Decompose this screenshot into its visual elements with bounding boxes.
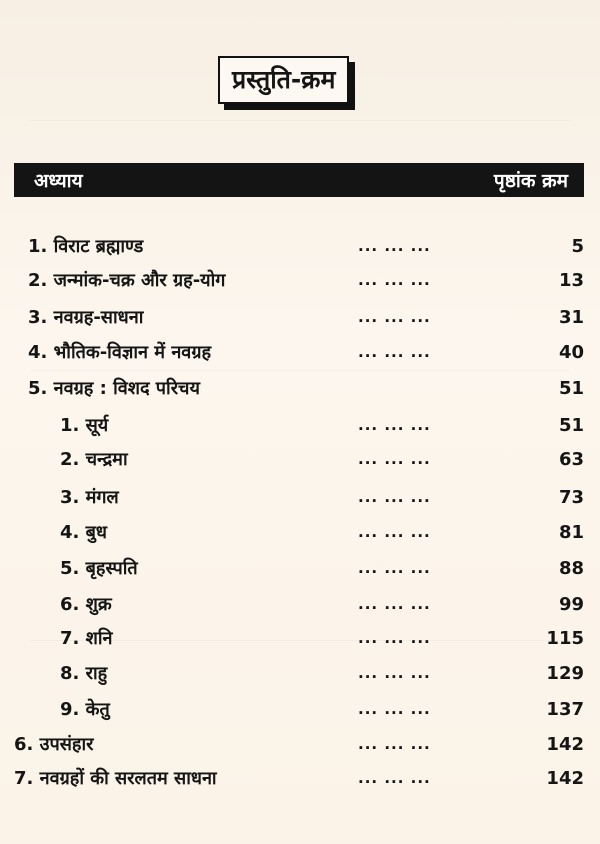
toc-entry-label: 5. बृहस्पति bbox=[60, 558, 138, 579]
leader-dots: ... ... ... bbox=[358, 595, 431, 613]
toc-entry-label: 9. केतु bbox=[60, 699, 110, 720]
toc-entry-label: 8. राहु bbox=[60, 663, 108, 684]
toc-row[interactable] bbox=[28, 231, 584, 261]
toc-entry-label: 6. उपसंहार bbox=[14, 734, 94, 755]
page-number: 81 bbox=[558, 521, 584, 543]
leader-dots: ... ... ... bbox=[358, 629, 431, 647]
page-title: प्रस्तुति-क्रम bbox=[218, 56, 349, 104]
toc-subrow[interactable] bbox=[60, 517, 584, 547]
leader-dots: ... ... ... bbox=[358, 700, 431, 718]
bleed-through-line bbox=[30, 120, 570, 133]
leader-dots: ... ... ... bbox=[358, 559, 431, 577]
page-number: 142 bbox=[546, 733, 584, 755]
leader-dots: ... ... ... bbox=[358, 664, 431, 682]
toc-entry-label: 1. सूर्य bbox=[60, 415, 109, 436]
leader-dots: ... ... ... bbox=[358, 488, 431, 506]
leader-dots: ... ... ... bbox=[358, 523, 431, 541]
toc-subrow[interactable] bbox=[60, 694, 584, 724]
toc-entry-label: 6. शुक्र bbox=[60, 594, 112, 615]
leader-dots: ... ... ... bbox=[358, 416, 431, 434]
page-number: 51 bbox=[558, 414, 584, 436]
toc-entry-label: 3. मंगल bbox=[60, 487, 119, 508]
toc-row[interactable] bbox=[28, 373, 584, 403]
page-number: 31 bbox=[558, 306, 584, 328]
leader-dots: ... ... ... bbox=[358, 271, 431, 289]
toc-row[interactable] bbox=[28, 337, 584, 367]
leader-dots: ... ... ... bbox=[358, 343, 431, 361]
leader-dots: ... ... ... bbox=[358, 769, 431, 787]
page-number: 115 bbox=[546, 627, 584, 649]
page-number: 88 bbox=[558, 557, 584, 579]
toc-entry-label: 2. जन्मांक-चक्र और ग्रह-योग bbox=[28, 270, 226, 291]
toc-entry-label: 5. नवग्रह : विशद परिचय bbox=[28, 378, 200, 399]
toc-row[interactable] bbox=[28, 302, 584, 332]
toc-entry-label: 4. बुध bbox=[60, 522, 107, 543]
page-number: 137 bbox=[546, 698, 584, 720]
title-box bbox=[218, 56, 349, 104]
table-header bbox=[14, 163, 584, 197]
toc-subrow[interactable] bbox=[60, 482, 584, 512]
page-number: 142 bbox=[546, 767, 584, 789]
page-column-header: पृष्ठांक क्रम bbox=[493, 170, 568, 192]
leader-dots: ... ... ... bbox=[358, 735, 431, 753]
leader-dots: ... ... ... bbox=[358, 308, 431, 326]
toc-entry-label: 2. चन्द्रमा bbox=[60, 449, 128, 470]
chapter-column-header: अध्याय bbox=[34, 170, 83, 192]
toc-entry-label: 7. नवग्रहों की सरलतम साधना bbox=[14, 768, 217, 789]
toc-entry-label: 3. नवग्रह-साधना bbox=[28, 307, 144, 328]
page-number: 129 bbox=[546, 662, 584, 684]
page-number: 73 bbox=[558, 486, 584, 508]
page-number: 40 bbox=[558, 341, 584, 363]
toc-subrow[interactable] bbox=[60, 658, 584, 688]
toc-row[interactable] bbox=[28, 265, 584, 295]
toc-entry-label: 7. शनि bbox=[60, 628, 113, 649]
toc-subrow[interactable] bbox=[60, 623, 584, 653]
page-number: 5 bbox=[571, 235, 584, 257]
toc-subrow[interactable] bbox=[60, 553, 584, 583]
page-number: 13 bbox=[558, 269, 584, 291]
toc-subrow[interactable] bbox=[60, 444, 584, 474]
page-number: 99 bbox=[558, 593, 584, 615]
toc-subrow[interactable] bbox=[60, 589, 584, 619]
toc-entry-label: 4. भौतिक-विज्ञान में नवग्रह bbox=[28, 342, 212, 363]
toc-entry-label: 1. विराट ब्रह्माण्ड bbox=[28, 236, 144, 257]
leader-dots: ... ... ... bbox=[358, 450, 431, 468]
leader-dots: ... ... ... bbox=[358, 237, 431, 255]
page-number: 51 bbox=[558, 377, 584, 399]
toc-row[interactable] bbox=[14, 763, 584, 793]
toc-subrow[interactable] bbox=[60, 410, 584, 440]
page-number: 63 bbox=[558, 448, 584, 470]
toc-row[interactable] bbox=[14, 729, 584, 759]
